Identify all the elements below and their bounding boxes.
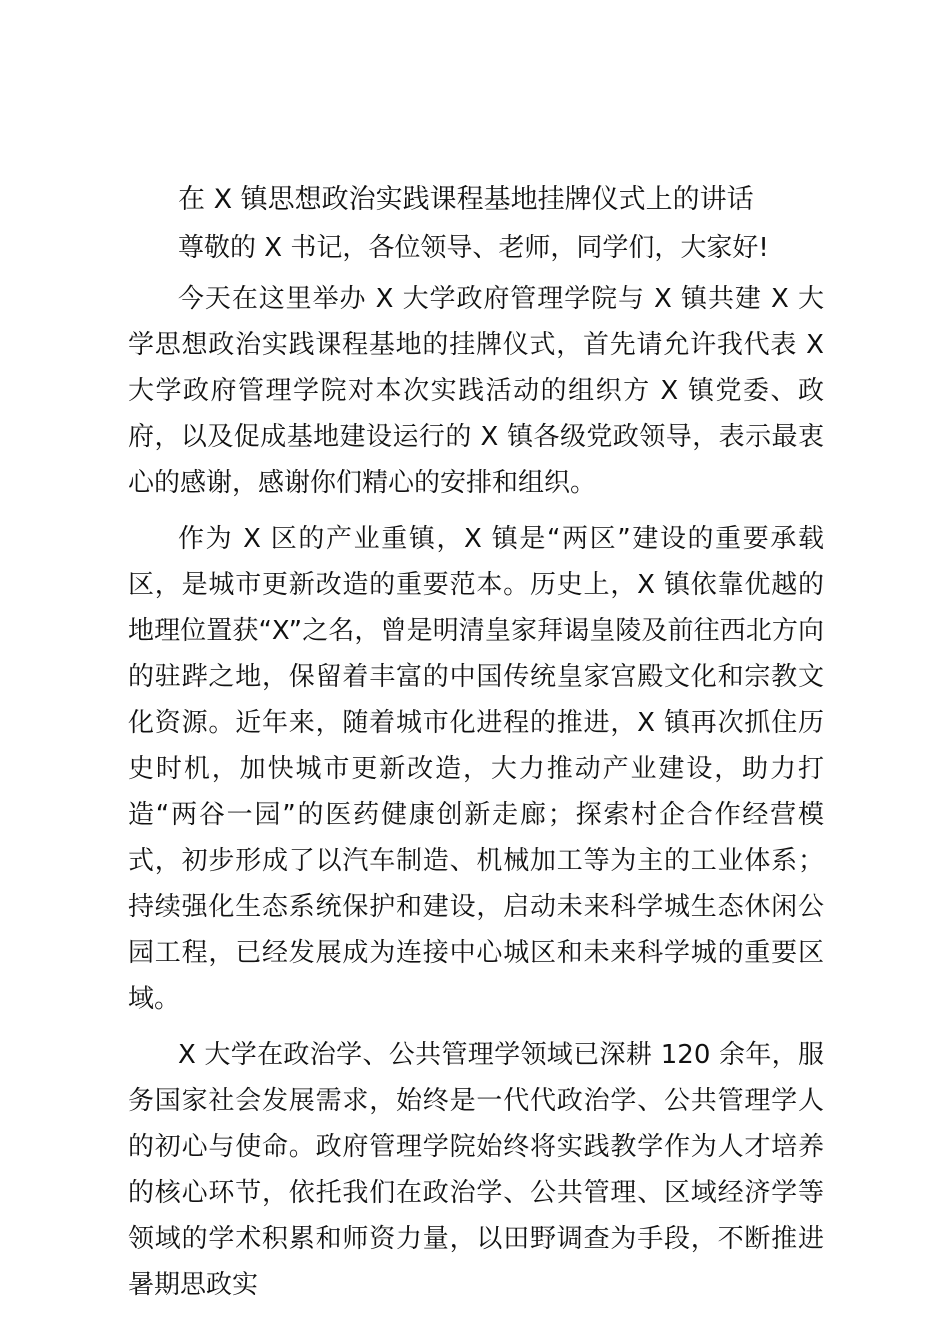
paragraph-2: 作为 X 区的产业重镇，X 镇是“两区”建设的重要承载区，是城市更新改造的重要范本。历史上，X 镇依靠优越的地理位置获“X”之名，曾是明清皇家拜谒皇陵及前往西北方向的驻跸之地，保留着丰富的中国传统皇家宫殿文化和宗教文化资源。近年来，随着城市化进程的推进，X 镇再次抓住历史时机，加快城市更新改造，大力推动产业建设，助力打造“两谷一园”的医药健康创新走廊；探索村企合作经营模式，初步形成了以汽车制造、机械加工等为主的工业体系；持续强化生态系统保护和建设，启动未来科学城生态休闲公园工程，已经发展成为连接中心城区和未来科学城的重要区域。 [128, 524, 824, 1014]
greeting-line: 尊敬的 X 书记，各位领导、老师，同学们，大家好! [178, 233, 769, 263]
document-page [128, 178, 824, 1308]
paragraph-1: 今天在这里举办 X 大学政府管理学院与 X 镇共建 X 大学思想政治实践课程基地的挂牌仪式，首先请允许我代表 X 大学政府管理学院对本次实践活动的组织方 X 镇党委、政府，以及促成基地建设运行的 X 镇各级党政领导，表示最衷心的感谢，感谢你们精心的安排和组织。 [128, 284, 824, 498]
paragraph-3: X 大学在政治学、公共管理学领域已深耕 120 余年，服务国家社会发展需求，始终是一代代政治学、公共管理学人的初心与使命。政府管理学院始终将实践教学作为人才培养的核心环节，依托我们在政治学、公共管理、区域经济学等领域的学术积累和师资力量，以田野调查为手段，不断推进暑期思政实 [128, 1040, 824, 1300]
document-title: 在 X 镇思想政治实践课程基地挂牌仪式上的讲话 [178, 184, 754, 215]
